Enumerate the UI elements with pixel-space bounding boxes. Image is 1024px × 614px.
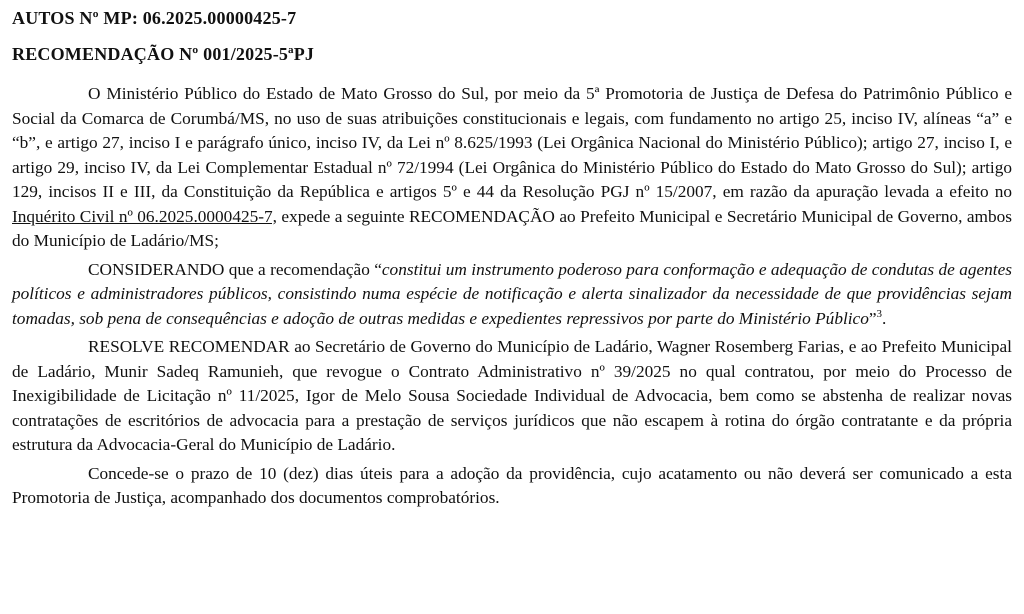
autos-number-heading: AUTOS Nº MP: 06.2025.00000425-7 (12, 8, 297, 28)
considerando-paragraph (12, 258, 1012, 332)
considerando-lead: CONSIDERANDO que a recomendação “ (88, 259, 382, 279)
considerando-quote: constitui um instrumento poderoso para conformação e adequação de condutas de agentes políticos e administradores públicos, consistindo numa espécie de notificação e alerta sinalizador da necessidade de que providências sejam tomadas, sob pena de consequências e adoção de outras medidas e expedientes repressivos por parte do Ministério Público (12, 259, 1012, 328)
resolve-paragraph: RESOLVE RECOMENDAR ao Secretário de Governo do Município de Ladário, Wagner Rosemberg Farias, e ao Prefeito Municipal de Ladário, Munir Sadeq Ramunieh, que revogue o Contrato Administrativo nº 39/2025 no qual contratou, por meio do Processo de Inexigibilidade de Licitação nº 11/2025, Igor de Melo Sousa Sociedade Individual de Advocacia, bem como se abstenha de realizar novas contratações de escritórios de advocacia para a prestação de serviços jurídicos que não escapem à rotina do órgão contratante e da própria estrutura da Advocacia-Geral do Município de Ladário. (12, 337, 1012, 454)
intro-closing-text: expede a seguinte RECOMENDAÇÃO ao Prefeito Municipal e Secretário Municipal de Governo, ambos do Município de Ladário/MS; (12, 206, 1013, 250)
document-page (12, 6, 1012, 511)
considerando-end: . (882, 308, 887, 328)
deadline-paragraph: Concede-se o prazo de 10 (dez) dias úteis para a adoção da providência, cujo acatamento ou não deverá ser comunicado a esta Promotoria de Justiça, acompanhado dos documentos comprobatórios. (12, 463, 1012, 507)
inquerito-reference: Inquérito Civil nº 06.2025.0000425-7, (12, 206, 277, 226)
intro-paragraph (12, 82, 1012, 254)
recommendation-number-heading: RECOMENDAÇÃO Nº 001/2025-5ªPJ (12, 44, 315, 64)
intro-text: O Ministério Público do Estado de Mato Grosso do Sul, por meio da 5ª Promotoria de Justiça de Defesa do Patrimônio Público e Social da Comarca de Corumbá/MS, no uso de suas atribuições constitucionais e legais, com fundamento no artigo 25, inciso IV, alíneas “a” e “b”, e artigo 27, inciso I e parágrafo único, inciso IV, da Lei nº 8.625/1993 (Lei Orgânica Nacional do Ministério Público); artigo 27, inciso I, e artigo 29, inciso IV, da Lei Complementar Estadual nº 72/1994 (Lei Orgânica do Ministério Público do Estado do Mato Grosso do Sul); artigo 129, incisos II e III, da Constituição da República e artigos 5º e 44 da Resolução PGJ nº 15/2007, em razão da apuração levada a efeito no (12, 84, 1012, 201)
considerando-close-quote: ” (868, 308, 877, 328)
footnote-marker: 3 (876, 307, 883, 320)
